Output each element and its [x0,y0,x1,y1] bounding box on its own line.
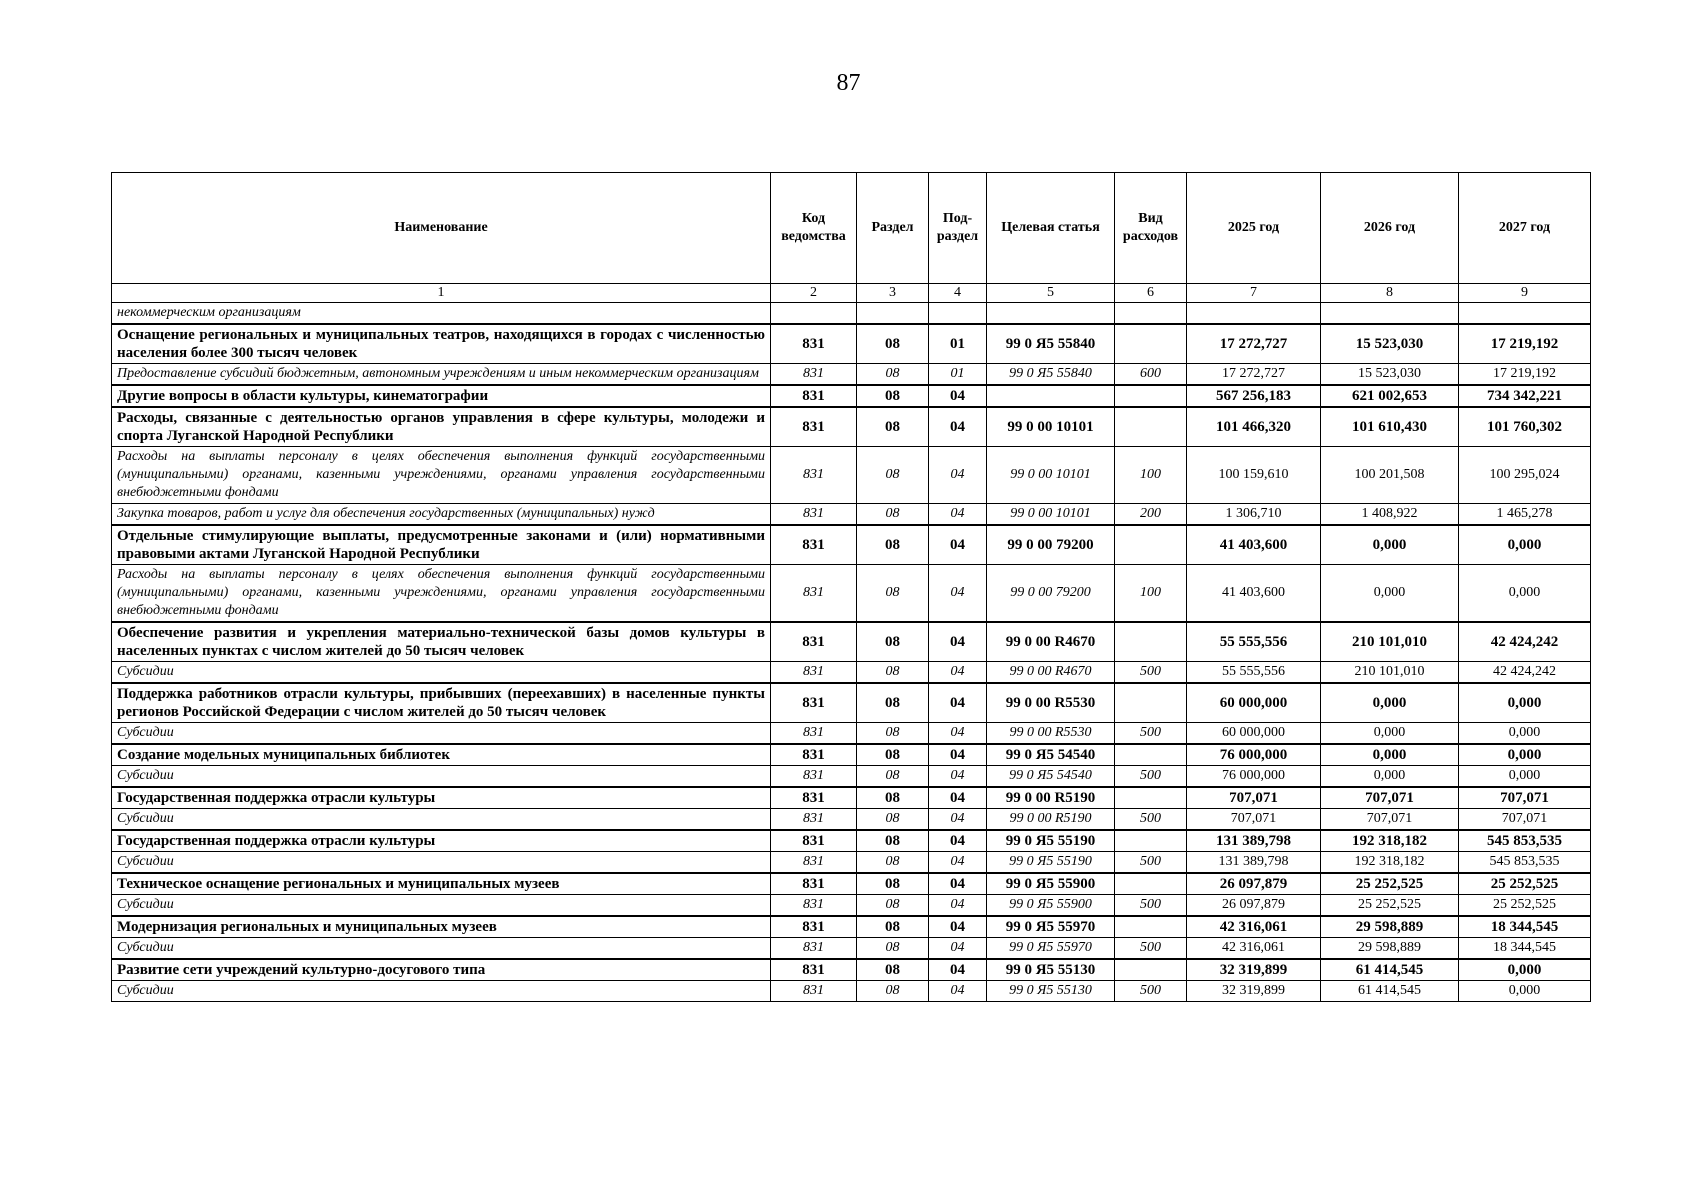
row-2026: 25 252,525 [1321,873,1459,895]
header-2025: 2025 год [1187,173,1321,284]
row-2026: 61 414,545 [1321,959,1459,981]
row-type [1115,787,1187,809]
row-name: Субсидии [112,766,771,788]
row-2026 [1321,303,1459,325]
row-2025: 60 000,000 [1187,723,1321,745]
row-target: 99 0 00 10101 [987,407,1115,447]
row-subsection: 04 [929,744,987,766]
table-row [112,981,1591,1002]
row-code: 831 [771,385,857,407]
header-target: Целевая статья [987,173,1115,284]
row-2025: 101 466,320 [1187,407,1321,447]
row-2026: 707,071 [1321,809,1459,831]
row-target: 99 0 Я5 55190 [987,830,1115,852]
table-row [112,873,1591,895]
row-code: 831 [771,830,857,852]
row-type [1115,303,1187,325]
row-name: Субсидии [112,723,771,745]
row-2026: 0,000 [1321,723,1459,745]
row-target: 99 0 00 79200 [987,525,1115,565]
row-2027: 18 344,545 [1459,938,1591,960]
row-2027: 0,000 [1459,744,1591,766]
row-subsection: 04 [929,809,987,831]
row-type: 500 [1115,809,1187,831]
row-section: 08 [857,787,929,809]
row-2026: 621 002,653 [1321,385,1459,407]
row-subsection: 04 [929,852,987,874]
row-target: 99 0 Я5 54540 [987,766,1115,788]
row-target: 99 0 Я5 55900 [987,895,1115,917]
table-row [112,787,1591,809]
row-subsection: 04 [929,525,987,565]
table-row [112,525,1591,565]
column-number: 5 [987,284,1115,303]
row-2025: 42 316,061 [1187,938,1321,960]
row-type [1115,407,1187,447]
row-target: 99 0 Я5 55130 [987,981,1115,1002]
row-2027: 100 295,024 [1459,447,1591,504]
row-section: 08 [857,447,929,504]
row-2026: 1 408,922 [1321,504,1459,526]
table-row [112,303,1591,325]
row-section: 08 [857,364,929,386]
row-2025: 1 306,710 [1187,504,1321,526]
row-2025: 131 389,798 [1187,830,1321,852]
row-2026: 15 523,030 [1321,324,1459,364]
row-type [1115,525,1187,565]
row-2026: 100 201,508 [1321,447,1459,504]
row-code: 831 [771,447,857,504]
row-code: 831 [771,622,857,662]
row-name: Расходы на выплаты персоналу в целях обеспечения выполнения функций государственными (муниципальными) органами, казенными учреждениями, органами управления государственными внебюджетными фондами [112,565,771,623]
row-2027: 101 760,302 [1459,407,1591,447]
row-subsection: 04 [929,938,987,960]
row-type [1115,622,1187,662]
row-name: Субсидии [112,662,771,684]
row-name: Поддержка работников отрасли культуры, прибывших (переехавших) в населенные пункты регионов Российской Федерации с числом жителей до 50 тысяч человек [112,683,771,723]
row-subsection: 04 [929,622,987,662]
row-target: 99 0 Я5 54540 [987,744,1115,766]
row-target: 99 0 00 R4670 [987,662,1115,684]
row-type [1115,873,1187,895]
row-subsection: 01 [929,324,987,364]
row-section: 08 [857,938,929,960]
row-2025: 42 316,061 [1187,916,1321,938]
row-code: 831 [771,938,857,960]
row-type [1115,959,1187,981]
row-2027: 0,000 [1459,525,1591,565]
table-row [112,938,1591,960]
row-2026: 0,000 [1321,744,1459,766]
row-type [1115,830,1187,852]
row-2026: 25 252,525 [1321,895,1459,917]
row-2025: 567 256,183 [1187,385,1321,407]
column-number: 8 [1321,284,1459,303]
row-section: 08 [857,766,929,788]
row-type: 500 [1115,723,1187,745]
row-type: 500 [1115,852,1187,874]
row-2026: 15 523,030 [1321,364,1459,386]
row-2026: 0,000 [1321,525,1459,565]
row-type [1115,385,1187,407]
header-code: Код ведомства [771,173,857,284]
row-2027: 0,000 [1459,683,1591,723]
row-2027: 18 344,545 [1459,916,1591,938]
row-subsection: 04 [929,565,987,623]
row-2027: 0,000 [1459,723,1591,745]
row-section: 08 [857,895,929,917]
row-2027: 17 219,192 [1459,324,1591,364]
row-target: 99 0 00 R5530 [987,683,1115,723]
row-2025: 32 319,899 [1187,981,1321,1002]
row-2025: 707,071 [1187,809,1321,831]
row-2027: 42 424,242 [1459,622,1591,662]
row-target: 99 0 00 10101 [987,447,1115,504]
row-2027: 0,000 [1459,565,1591,623]
row-code: 831 [771,525,857,565]
row-code: 831 [771,809,857,831]
row-subsection: 04 [929,723,987,745]
row-subsection: 04 [929,895,987,917]
table-row [112,385,1591,407]
row-section: 08 [857,407,929,447]
header-section: Раздел [857,173,929,284]
row-code: 831 [771,787,857,809]
row-2025: 32 319,899 [1187,959,1321,981]
row-name: некоммерческим организациям [112,303,771,325]
row-subsection: 04 [929,662,987,684]
row-subsection: 04 [929,683,987,723]
row-section: 08 [857,723,929,745]
column-number: 2 [771,284,857,303]
column-number: 7 [1187,284,1321,303]
row-target: 99 0 Я5 55130 [987,959,1115,981]
row-target [987,385,1115,407]
row-2026: 210 101,010 [1321,622,1459,662]
row-2027: 42 424,242 [1459,662,1591,684]
row-type: 500 [1115,981,1187,1002]
row-section: 08 [857,385,929,407]
row-section: 08 [857,809,929,831]
row-section: 08 [857,683,929,723]
row-name: Субсидии [112,981,771,1002]
row-type: 200 [1115,504,1187,526]
table-row [112,916,1591,938]
row-subsection: 04 [929,407,987,447]
table-row [112,364,1591,386]
row-name: Оснащение региональных и муниципальных театров, находящихся в городах с численностью населения более 300 тысяч человек [112,324,771,364]
row-name: Государственная поддержка отрасли культуры [112,787,771,809]
row-section: 08 [857,852,929,874]
row-2027: 25 252,525 [1459,895,1591,917]
row-type: 100 [1115,447,1187,504]
row-2025: 131 389,798 [1187,852,1321,874]
row-section: 08 [857,873,929,895]
row-name: Расходы на выплаты персоналу в целях обеспечения выполнения функций государственными (муниципальными) органами, казенными учреждениями, органами управления государственными внебюджетными фондами [112,447,771,504]
table-row [112,407,1591,447]
row-2025: 55 555,556 [1187,662,1321,684]
row-target: 99 0 00 R4670 [987,622,1115,662]
row-code: 831 [771,565,857,623]
row-subsection: 01 [929,364,987,386]
row-section: 08 [857,662,929,684]
row-2027: 25 252,525 [1459,873,1591,895]
row-code: 831 [771,662,857,684]
row-target: 99 0 00 R5530 [987,723,1115,745]
row-target: 99 0 00 R5190 [987,787,1115,809]
row-target: 99 0 Я5 55970 [987,938,1115,960]
row-2027: 0,000 [1459,959,1591,981]
row-subsection: 04 [929,504,987,526]
row-2027: 707,071 [1459,809,1591,831]
row-2027: 17 219,192 [1459,364,1591,386]
row-code: 831 [771,683,857,723]
column-number: 3 [857,284,929,303]
row-type [1115,744,1187,766]
row-2026: 61 414,545 [1321,981,1459,1002]
row-2026: 192 318,182 [1321,830,1459,852]
row-2025: 26 097,879 [1187,873,1321,895]
row-2026: 29 598,889 [1321,916,1459,938]
row-code: 831 [771,324,857,364]
row-2025: 17 272,727 [1187,324,1321,364]
row-subsection: 04 [929,766,987,788]
row-2025: 26 097,879 [1187,895,1321,917]
row-2026: 0,000 [1321,766,1459,788]
row-section: 08 [857,565,929,623]
row-name: Техническое оснащение региональных и муниципальных музеев [112,873,771,895]
header-name: Наименование [112,173,771,284]
row-2025: 17 272,727 [1187,364,1321,386]
row-section: 08 [857,981,929,1002]
row-2025: 100 159,610 [1187,447,1321,504]
row-section: 08 [857,504,929,526]
table-row [112,959,1591,981]
row-subsection: 04 [929,916,987,938]
row-2026: 101 610,430 [1321,407,1459,447]
header-subsection: Под-раздел [929,173,987,284]
row-2027 [1459,303,1591,325]
row-type: 500 [1115,895,1187,917]
row-code: 831 [771,364,857,386]
row-name: Государственная поддержка отрасли культуры [112,830,771,852]
row-code: 831 [771,504,857,526]
row-name: Создание модельных муниципальных библиотек [112,744,771,766]
row-code [771,303,857,325]
row-2025: 707,071 [1187,787,1321,809]
row-name: Другие вопросы в области культуры, кинематографии [112,385,771,407]
column-number: 6 [1115,284,1187,303]
budget-table [111,172,1591,1002]
row-type [1115,916,1187,938]
row-subsection: 04 [929,447,987,504]
row-type: 500 [1115,662,1187,684]
row-2026: 29 598,889 [1321,938,1459,960]
row-code: 831 [771,723,857,745]
row-code: 831 [771,744,857,766]
row-target: 99 0 00 79200 [987,565,1115,623]
row-2027: 545 853,535 [1459,852,1591,874]
header-2026: 2026 год [1321,173,1459,284]
table-header-row [112,173,1591,284]
row-name: Субсидии [112,938,771,960]
header-2027: 2027 год [1459,173,1591,284]
row-code: 831 [771,959,857,981]
row-2025: 76 000,000 [1187,766,1321,788]
row-2025: 55 555,556 [1187,622,1321,662]
row-section: 08 [857,959,929,981]
row-type [1115,683,1187,723]
table-row [112,830,1591,852]
table-row [112,683,1591,723]
table-row [112,662,1591,684]
row-2027: 707,071 [1459,787,1591,809]
table-row [112,744,1591,766]
row-2025: 60 000,000 [1187,683,1321,723]
row-target: 99 0 Я5 55840 [987,324,1115,364]
row-2027: 0,000 [1459,766,1591,788]
header-type: Вид расходов [1115,173,1187,284]
row-2026: 707,071 [1321,787,1459,809]
row-code: 831 [771,407,857,447]
row-target: 99 0 00 R5190 [987,809,1115,831]
table-row [112,895,1591,917]
row-target: 99 0 Я5 55840 [987,364,1115,386]
table-row [112,852,1591,874]
row-section: 08 [857,830,929,852]
row-name: Модернизация региональных и муниципальных музеев [112,916,771,938]
row-2026: 0,000 [1321,683,1459,723]
row-2027: 734 342,221 [1459,385,1591,407]
row-subsection [929,303,987,325]
table-row [112,766,1591,788]
row-2025: 41 403,600 [1187,565,1321,623]
row-target: 99 0 Я5 55900 [987,873,1115,895]
row-2027: 0,000 [1459,981,1591,1002]
row-code: 831 [771,981,857,1002]
row-name: Закупка товаров, работ и услуг для обеспечения государственных (муниципальных) нужд [112,504,771,526]
row-2025: 41 403,600 [1187,525,1321,565]
row-2025 [1187,303,1321,325]
row-code: 831 [771,895,857,917]
row-name: Развитие сети учреждений культурно-досугового типа [112,959,771,981]
table-row [112,447,1591,504]
page-number: 87 [836,70,861,96]
column-number: 4 [929,284,987,303]
row-2027: 545 853,535 [1459,830,1591,852]
table-row [112,809,1591,831]
column-number-row [112,284,1591,303]
row-type [1115,324,1187,364]
column-number: 9 [1459,284,1591,303]
row-type: 100 [1115,565,1187,623]
row-2025: 76 000,000 [1187,744,1321,766]
table-row [112,324,1591,364]
row-subsection: 04 [929,981,987,1002]
row-section: 08 [857,622,929,662]
row-2027: 1 465,278 [1459,504,1591,526]
row-subsection: 04 [929,385,987,407]
row-name: Субсидии [112,895,771,917]
row-name: Субсидии [112,852,771,874]
row-name: Обеспечение развития и укрепления материально-технической базы домов культуры в населенных пунктах с числом жителей до 50 тысяч человек [112,622,771,662]
row-type: 500 [1115,938,1187,960]
row-section: 08 [857,324,929,364]
row-subsection: 04 [929,873,987,895]
row-section [857,303,929,325]
column-number: 1 [112,284,771,303]
row-code: 831 [771,873,857,895]
row-target [987,303,1115,325]
row-code: 831 [771,852,857,874]
row-subsection: 04 [929,830,987,852]
row-target: 99 0 00 10101 [987,504,1115,526]
row-code: 831 [771,916,857,938]
row-type: 600 [1115,364,1187,386]
table-row [112,723,1591,745]
row-2026: 192 318,182 [1321,852,1459,874]
row-section: 08 [857,744,929,766]
row-section: 08 [857,525,929,565]
table-row [112,504,1591,526]
row-subsection: 04 [929,959,987,981]
row-name: Предоставление субсидий бюджетным, автономным учреждениям и иным некоммерческим организациям [112,364,771,386]
row-name: Расходы, связанные с деятельностью органов управления в сфере культуры, молодежи и спорта Луганской Народной Республики [112,407,771,447]
row-section: 08 [857,916,929,938]
row-2026: 0,000 [1321,565,1459,623]
row-target: 99 0 Я5 55190 [987,852,1115,874]
row-name: Отдельные стимулирующие выплаты, предусмотренные законами и (или) нормативными правовыми актами Луганской Народной Республики [112,525,771,565]
row-name: Субсидии [112,809,771,831]
row-type: 500 [1115,766,1187,788]
table-row [112,622,1591,662]
row-subsection: 04 [929,787,987,809]
row-target: 99 0 Я5 55970 [987,916,1115,938]
table-row [112,565,1591,623]
row-code: 831 [771,766,857,788]
row-2026: 210 101,010 [1321,662,1459,684]
